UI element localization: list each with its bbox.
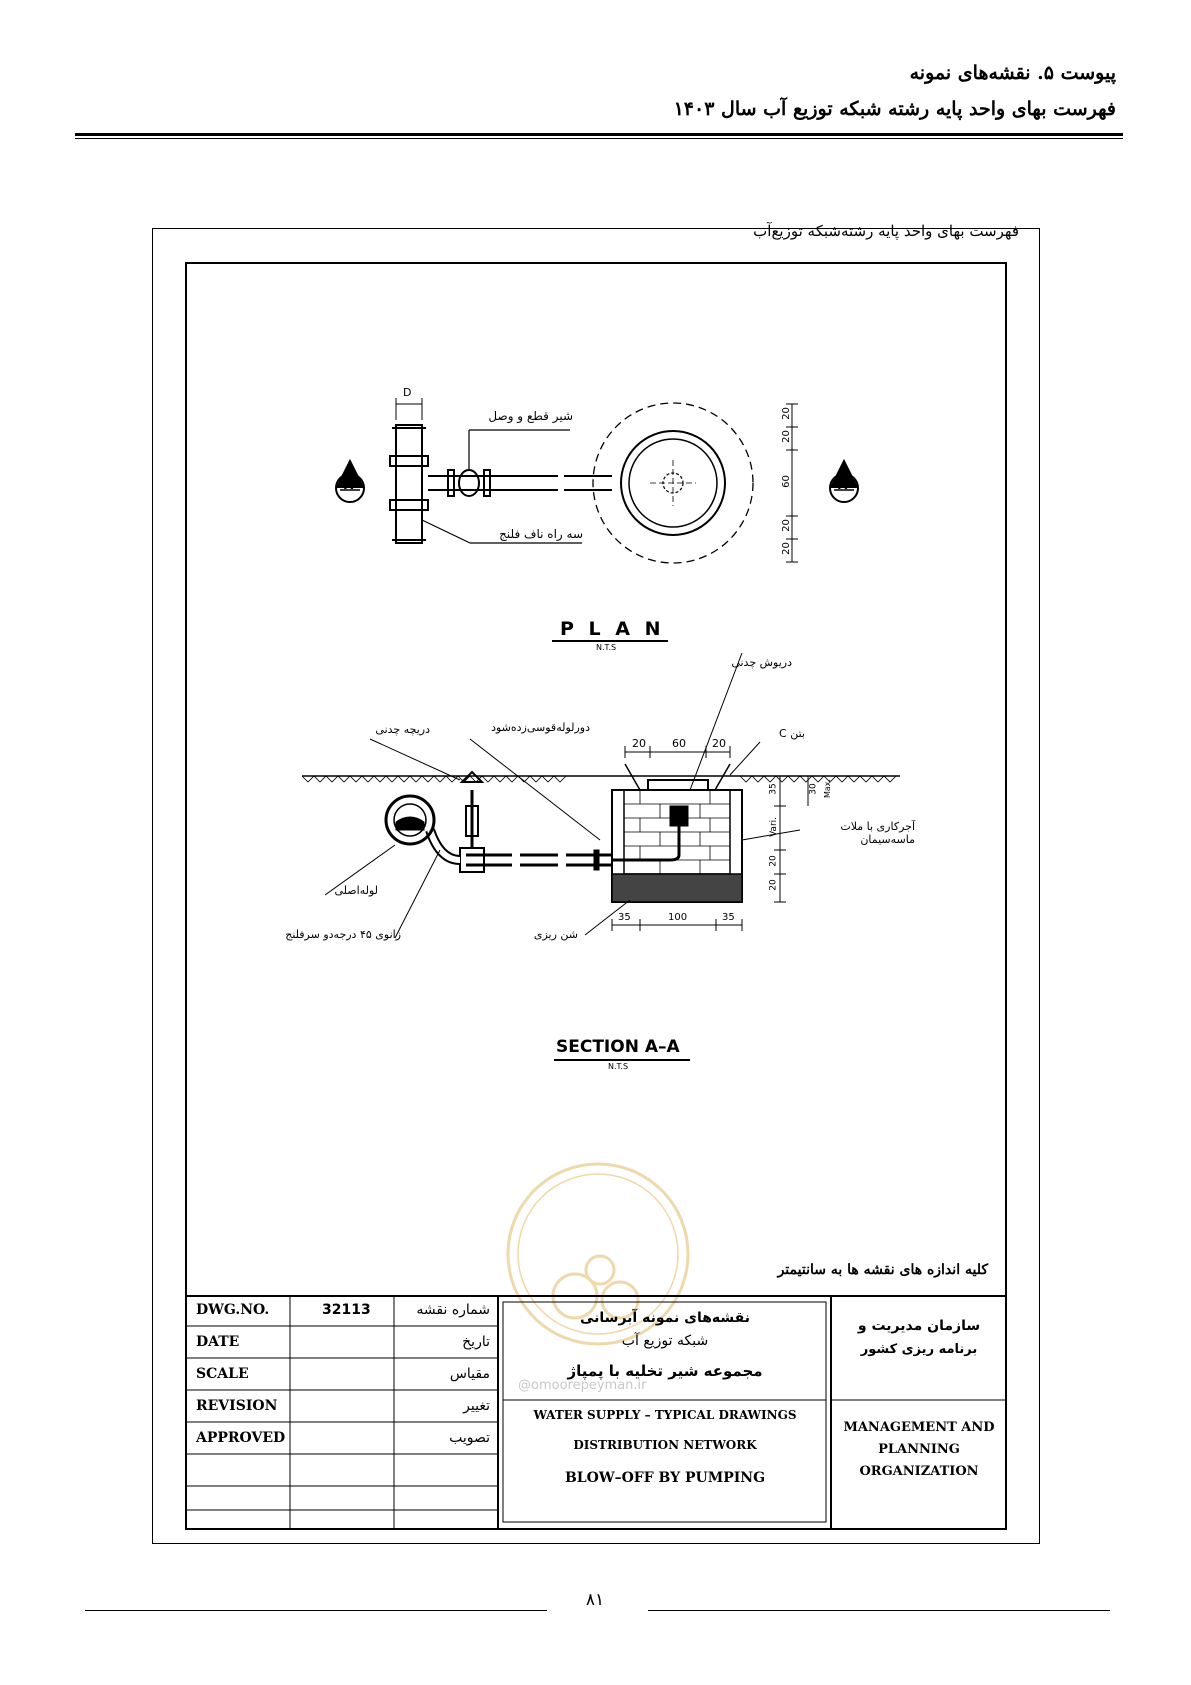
header-appendix: پیوست ۵. نقشه‌های نمونه (909, 62, 1116, 84)
section-title: SECTION A–A (556, 1037, 680, 1057)
plan-dim-d: D (403, 386, 412, 399)
tb-watermark: @omoorepeyman.ir (518, 1378, 647, 1393)
plan-valve (459, 470, 479, 496)
section-dim-bottom-2: 35 (722, 912, 735, 923)
tb-row-0-value: 32113 (322, 1302, 371, 1318)
chamber-cover (648, 780, 708, 790)
section-dim-right-2: Max. (823, 778, 833, 799)
tb-row-0-fa: شماره نقشه (416, 1302, 490, 1318)
section-label-main: لوله‌اصلی (334, 884, 378, 897)
page-number: ۸۱ (585, 1590, 605, 1610)
section-dim-bottom-1: 100 (668, 912, 688, 923)
tb-row-2-fa: مقیاس (449, 1366, 490, 1382)
tb-org-fa-1: سازمان مدیریت و (857, 1318, 981, 1334)
chamber-valve (670, 806, 688, 826)
tb-row-4-fa: تصویب (449, 1430, 490, 1446)
section-label-concrete: بتن C (779, 727, 805, 740)
section-label-cover: دریوش چدنی (731, 656, 792, 669)
section-dim-top-0: 20 (632, 737, 646, 750)
plan-section-mark-left: A (344, 478, 354, 492)
plan-main-pipe (396, 425, 422, 543)
section-label-gravel: شن ریزی (533, 928, 578, 941)
section-view (302, 653, 900, 1060)
section-label-sleeve: دورلوله‌قوسی‌زده‌شود (491, 721, 590, 734)
plan-title: P L A N (560, 618, 665, 640)
section-dim-top-1: 60 (672, 737, 686, 750)
header-title: فهرست بهای واحد پایه رشته شبکه توزیع آب سال ۱۴۰۳ (673, 98, 1116, 120)
plan-view (336, 398, 858, 641)
tb-row-4-en: APPROVED (196, 1430, 286, 1446)
tb-center-fa-2: شبکه توزیع آب (621, 1333, 709, 1349)
tb-org-en-3: ORGANIZATION (859, 1464, 979, 1479)
plan-section-mark-right: A (838, 478, 848, 492)
footer-line-right (648, 1610, 1110, 1611)
section-dim-right-0: 35 (768, 783, 779, 795)
section-label-gate: دریچه چدنی (375, 723, 430, 736)
sheet-caption: فهرست بهای واحد پایه رشته‌شبکه توزیع‌آب (753, 222, 1019, 240)
section-label-elbow: زانوی ۴۵ درجه‌دو سرفلنج (285, 928, 401, 941)
footer-line-left (85, 1610, 547, 1611)
plan-scale: N.T.S (596, 643, 617, 652)
section-dim-top-2: 20 (712, 737, 726, 750)
tb-center-en-1: WATER SUPPLY – TYPICAL DRAWINGS (533, 1408, 797, 1422)
section-dim-right-5: 20 (768, 879, 779, 891)
tb-center-fa-1: نقشه‌های نمونه آبرسانی (580, 1310, 750, 1326)
gravel-bed (612, 874, 742, 902)
plan-label-valve: شیر قطع و وصل (488, 409, 573, 423)
tb-row-1-en: DATE (196, 1334, 240, 1350)
tb-row-2-en: SCALE (196, 1366, 249, 1382)
tb-org-en-1: MANAGEMENT AND (843, 1420, 995, 1435)
tb-org-en-2: PLANNING (878, 1442, 960, 1457)
tb-row-1-fa: تاریخ (462, 1334, 490, 1350)
tb-row-3-en: REVISION (196, 1398, 278, 1414)
plan-dim-right-2: 60 (780, 475, 792, 488)
section-dim-right-3: Vari. (769, 816, 780, 838)
plan-dim-right-4: 20 (780, 542, 792, 555)
tb-row-3-fa: تغییر (463, 1398, 490, 1414)
plan-label-tee: سه راه ناف فلنج (499, 527, 583, 541)
tb-row-0-en: DWG.NO. (196, 1302, 270, 1318)
section-dim-right-1: 30 (808, 783, 819, 795)
section-label-masonry: آجرکاری با ملات ماسه‌سیمان (840, 820, 915, 846)
plan-dim-right-0: 20 (780, 407, 792, 420)
tb-org-fa-2: برنامه ریزی کشور (860, 1342, 978, 1357)
section-dim-right-4: 20 (768, 855, 779, 867)
units-note: کلیه اندازه های نقشه ها به سانتیمتر (777, 1262, 988, 1278)
tb-center-en-2: DISTRIBUTION NETWORK (573, 1438, 757, 1452)
section-scale: N.T.S (608, 1062, 629, 1071)
tb-center-fa-3: مجموعه شیر تخلیه با پمپاژ (567, 1362, 763, 1380)
tb-center-en-3: BLOW–OFF BY PUMPING (564, 1470, 766, 1486)
plan-dim-right-3: 20 (780, 519, 792, 532)
gate-valve (460, 848, 484, 872)
section-dim-bottom-0: 35 (618, 912, 631, 923)
plan-dim-right-1: 20 (780, 430, 792, 443)
